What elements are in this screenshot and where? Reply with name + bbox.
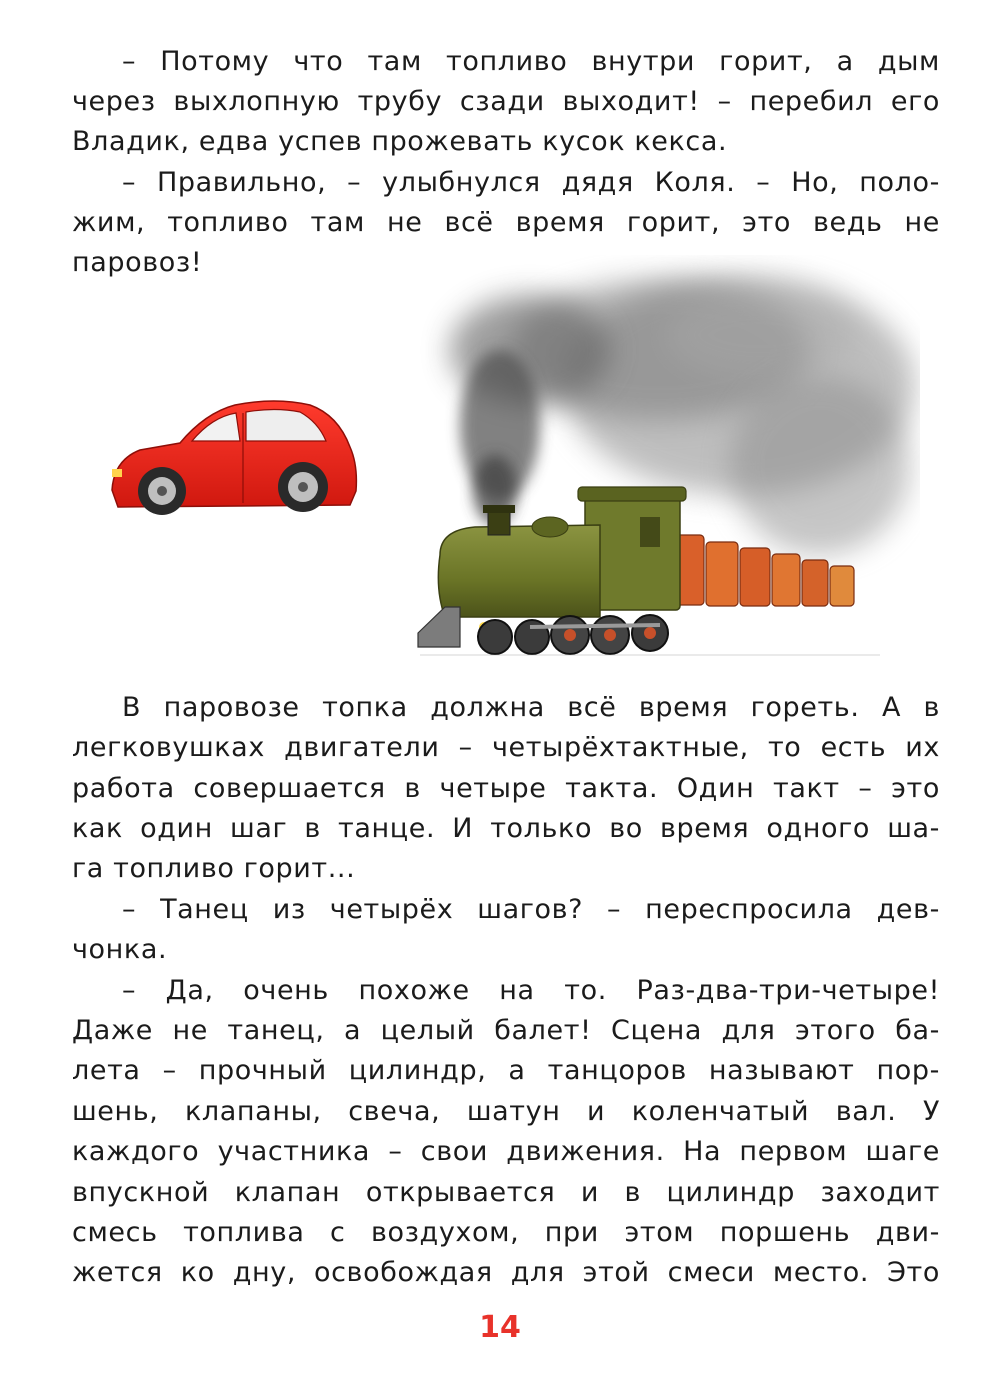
- text-line: Владик, едва успев прожевать кусок кекса.: [72, 126, 728, 157]
- red-car: [112, 401, 356, 515]
- text-line: – Да, очень похоже на то. Раз-два-три-четыре!: [122, 975, 940, 1006]
- text-line: паровоз!: [72, 247, 203, 278]
- text-line: В паровозе топка должна всё время гореть. А в: [122, 692, 940, 723]
- text-line: каждого участника – свои движения. На первом шаге: [72, 1136, 940, 1167]
- text-line: – Танец из четырёх шагов? – переспросила дев-: [122, 894, 940, 925]
- text-line: как один шаг в танце. И только во время одного ша-: [72, 813, 940, 844]
- text-line: лета – прочный цилиндр, а танцоров называют пор-: [72, 1055, 940, 1086]
- text-line: впускной клапан открывается и в цилиндр заходит: [72, 1177, 940, 1208]
- text-line: жется ко дну, освобождая для этой смеси место. Это: [72, 1257, 940, 1288]
- text-line: через выхлопную трубу сзади выходит! – перебил его: [72, 86, 940, 117]
- text-line: га топливо горит...: [72, 853, 356, 884]
- text-line: шень, клапаны, свеча, шатун и коленчатый вал. У: [72, 1096, 940, 1127]
- text-line: смесь топлива с воздухом, при этом поршень дви-: [72, 1217, 940, 1248]
- page-number: 14: [479, 1310, 521, 1345]
- smoke-cloud: [450, 275, 915, 555]
- text-line: работа совершается в четыре такта. Один такт – это: [72, 773, 940, 804]
- text-line: жим, топливо там не всё время горит, это ведь не: [72, 207, 940, 238]
- text-line: – Потому что там топливо внутри горит, а дым: [122, 46, 940, 77]
- illustration: [100, 255, 920, 675]
- text-line: Даже не танец, а целый балет! Сцена для этого ба-: [72, 1015, 940, 1046]
- wheels: [478, 615, 668, 654]
- text-line: чонка.: [72, 934, 168, 965]
- text-line: легковушках двигатели – четырёхтактные, то есть их: [72, 732, 940, 763]
- text-line: – Правильно, – улыбнулся дядя Коля. – Но, поло-: [122, 167, 940, 198]
